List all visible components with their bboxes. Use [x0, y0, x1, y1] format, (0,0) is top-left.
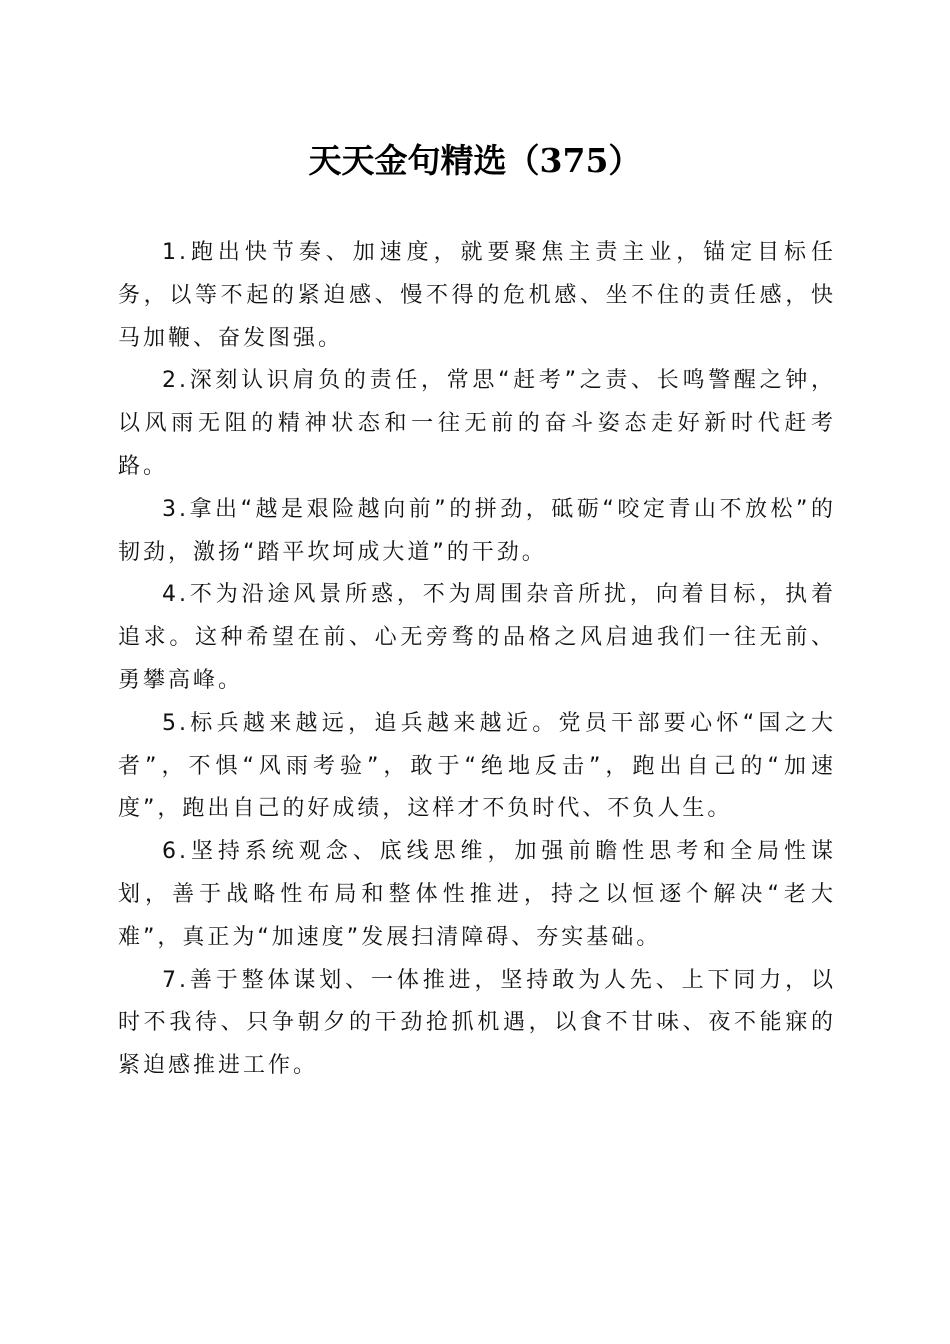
paragraph-2: 2.深刻认识肩负的责任，常思“赶考”之责、长鸣警醒之钟，以风雨无阻的精神状态和一往无前的奋斗姿态走好新时代赶考路。: [118, 368, 836, 479]
paragraph-3: 3.拿出“越是艰险越向前”的拼劲，砥砺“咬定青山不放松”的韧劲，激扬“踏平坎坷成大道”的干劲。: [118, 496, 836, 565]
document-body: [118, 232, 836, 1088]
paragraph-4: 4.不为沿途风景所惑，不为周围杂音所扰，向着目标，执着追求。这种希望在前、心无旁骛的品格之风启迪我们一往无前、勇攀高峰。: [118, 582, 836, 693]
page-title: 天天金句精选（375）: [308, 141, 642, 180]
paragraph-7: 7.善于整体谋划、一体推进，坚持敢为人先、上下同力，以时不我待、只争朝夕的干劲抢抓机遇，以食不甘味、夜不能寐的紧迫感推进工作。: [118, 967, 836, 1079]
paragraph-1: 1.跑出快节奏、加速度，就要聚焦主责主业，锚定目标任务，以等不起的紧迫感、慢不得的危机感、坐不住的责任感，快马加鞭、奋发图强。: [118, 240, 836, 351]
paragraph-6: 6.坚持系统观念、底线思维，加强前瞻性思考和全局性谋划，善于战略性布局和整体性推进，持之以恒逐个解决“老大难”，真正为“加速度”发展扫清障碍、夯实基础。: [118, 839, 836, 950]
paragraph-5: 5.标兵越来越远，追兵越来越近。党员干部要心怀“国之大者”，不惧“风雨考验”，敢于“绝地反击”，跑出自己的“加速度”，跑出自己的好成绩，这样才不负时代、不负人生。: [118, 710, 836, 822]
